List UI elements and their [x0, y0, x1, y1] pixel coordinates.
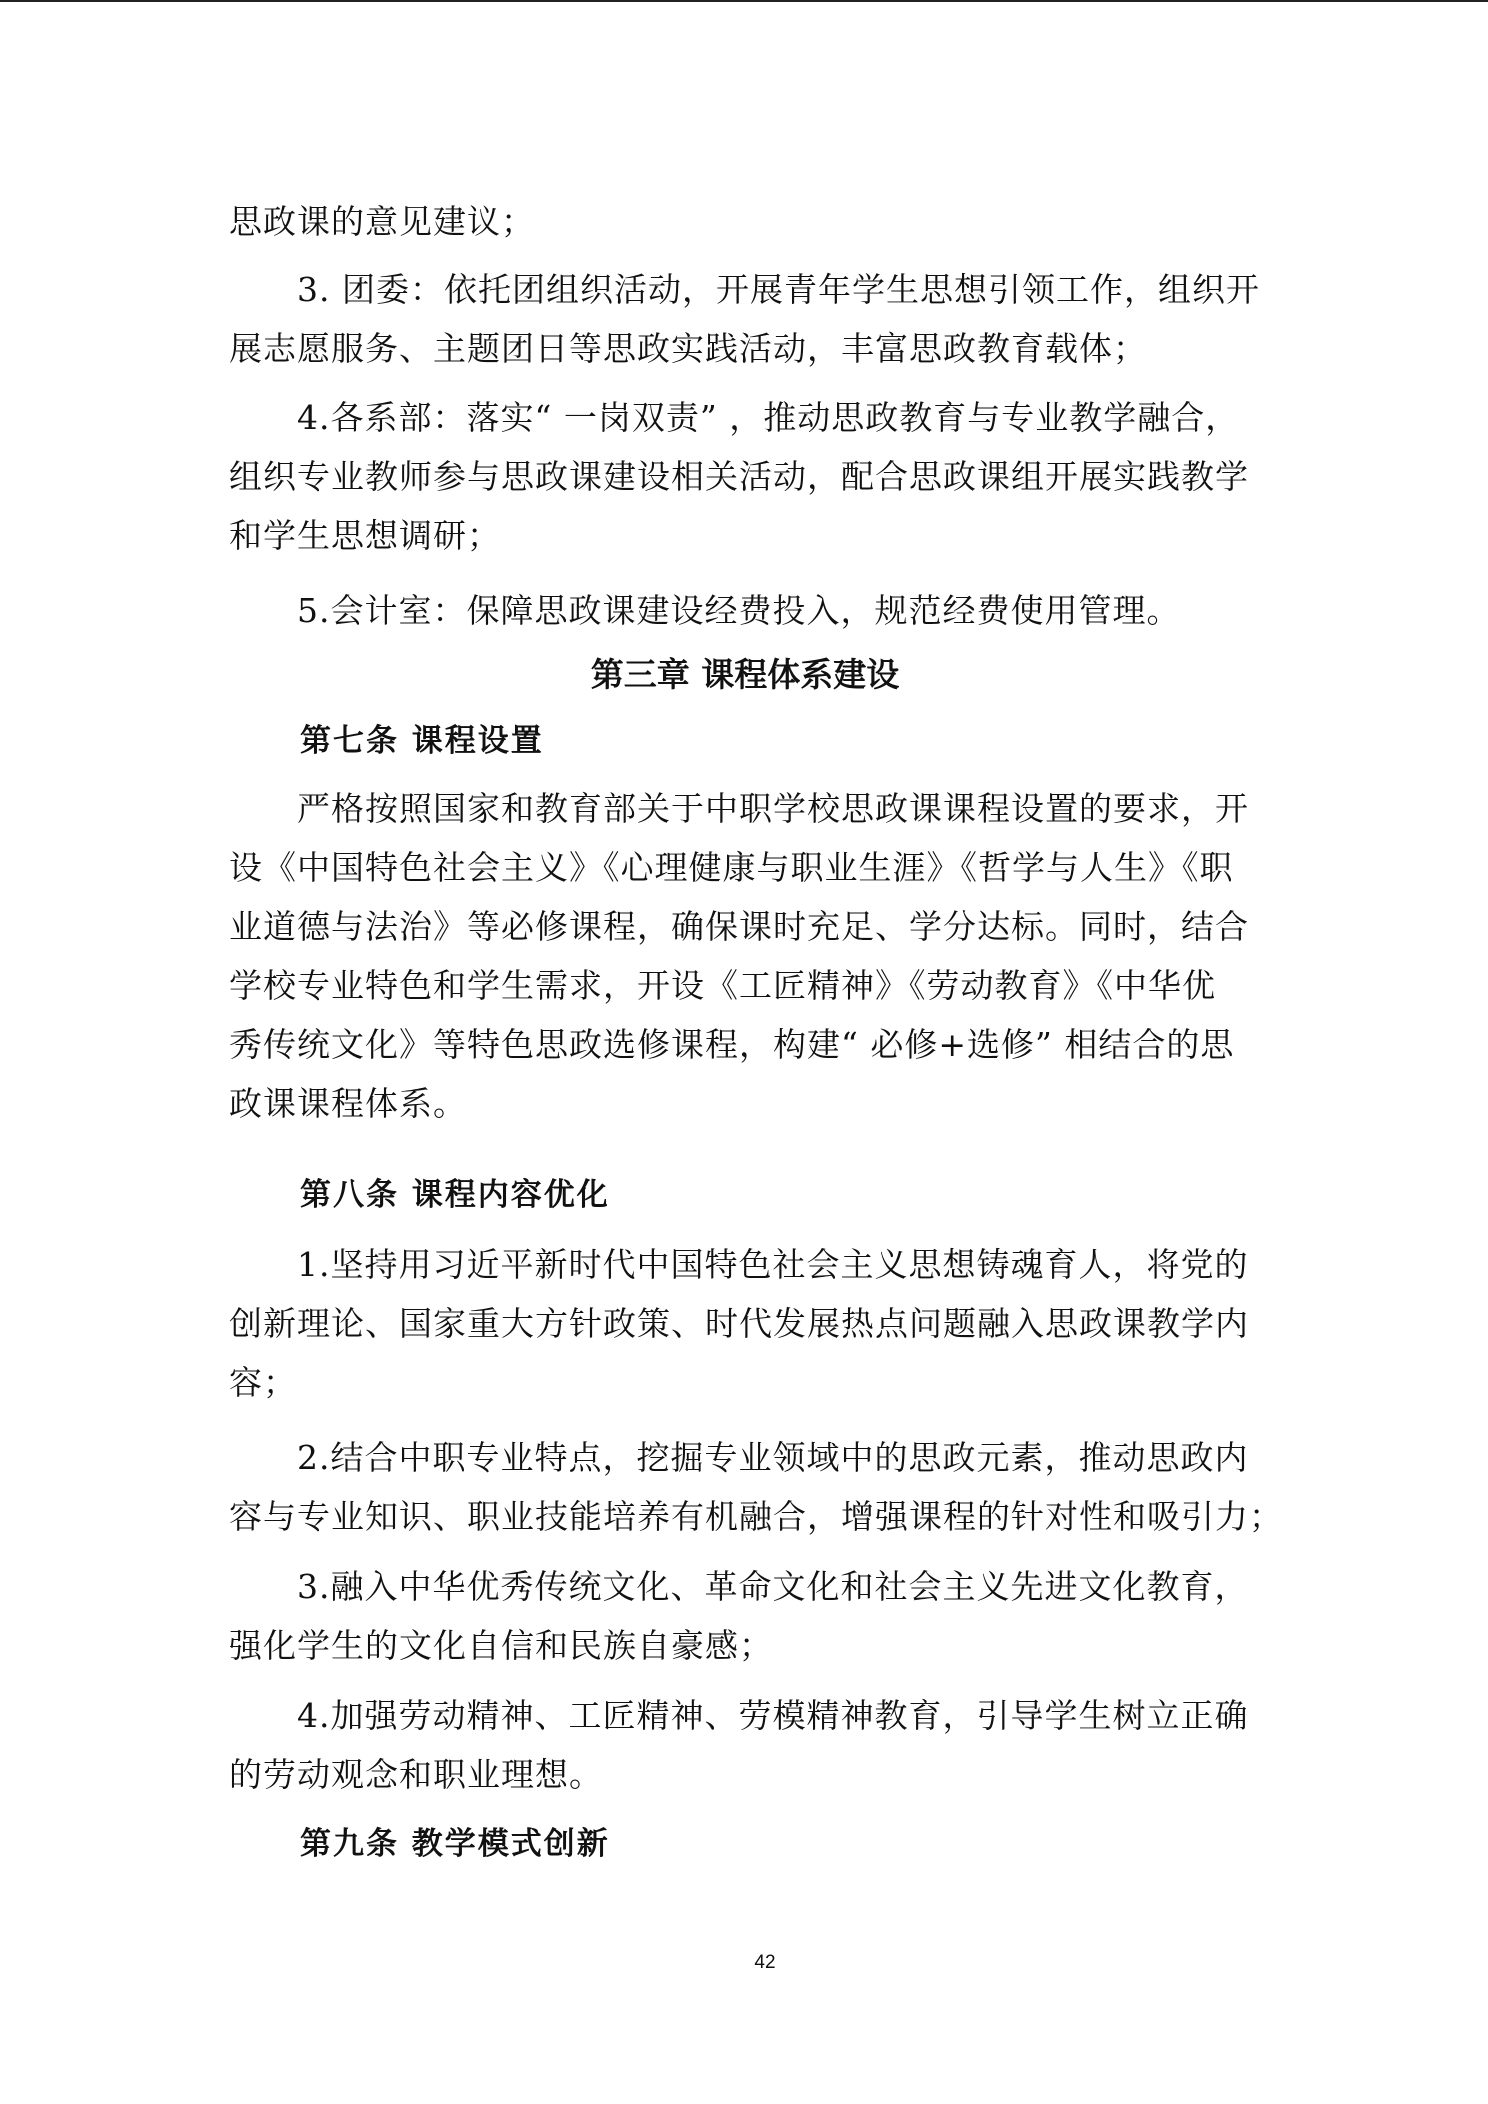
text-line: 设《中国特色社会主义》《心理健康与职业生涯》《哲学与人生》《职: [229, 848, 1234, 887]
text-line: 秀传统文化》等特色思政选修课程，构建“ 必修+选修” 相结合的思: [229, 1025, 1235, 1064]
paragraph-accounting: [229, 581, 1261, 640]
paragraph-youth-league: [229, 260, 1261, 378]
text-line: 政课课程体系。: [229, 1084, 467, 1123]
text-line: 3.融入中华优秀传统文化、革命文化和社会主义先进文化教育，: [297, 1567, 1249, 1606]
page-number: 42: [754, 1952, 776, 1973]
text-line: 的劳动观念和职业理想。: [229, 1755, 603, 1794]
text-line: 2.结合中职专业特点，挖掘专业领域中的思政元素，推动思政内: [297, 1438, 1249, 1477]
text-line: 容；: [229, 1363, 297, 1402]
text-line: 严格按照国家和教育部关于中职学校思政课课程设置的要求，开: [297, 789, 1249, 828]
paragraph-content-item-3: [229, 1557, 1261, 1675]
paragraph-content-item-4: [229, 1686, 1261, 1804]
article-heading-9: 第九条 教学模式创新: [300, 1826, 610, 1862]
text-line: 和学生思想调研；: [229, 516, 501, 555]
text-line: 4.加强劳动精神、工匠精神、劳模精神教育，引导学生树立正确: [297, 1696, 1249, 1735]
text-line: 1.坚持用习近平新时代中国特色社会主义思想铸魂育人，将党的: [297, 1245, 1249, 1284]
text-line: 思政课的意见建议；: [229, 202, 535, 241]
paragraph-content-item-1: [229, 1235, 1261, 1412]
text-line: 创新理论、国家重大方针政策、时代发展热点问题融入思政课教学内: [229, 1304, 1249, 1343]
chapter-heading: 第三章 课程体系建设: [590, 655, 900, 694]
article-heading-8: 第八条 课程内容优化: [300, 1177, 610, 1213]
article-heading-7: 第七条 课程设置: [300, 723, 544, 759]
text-line: 4.各系部：落实“ 一岗双责” ，推动思政教育与专业教学融合，: [297, 398, 1240, 437]
text-line: 展志愿服务、主题团日等思政实践活动，丰富思政教育载体；: [229, 329, 1147, 368]
page-top-border: [0, 0, 1488, 2]
paragraph-course-setting: [229, 779, 1261, 1133]
text-line: 容与专业知识、职业技能培养有机融合，增强课程的针对性和吸引力；: [229, 1497, 1283, 1536]
paragraph-departments: [229, 388, 1261, 565]
text-line: 学校专业特色和学生需求，开设《工匠精神》《劳动教育》《中华优: [229, 966, 1216, 1005]
text-line: 强化学生的文化自信和民族自豪感；: [229, 1626, 773, 1665]
text-line: 业道德与法治》等必修课程，确保课时充足、学分达标。同时，结合: [229, 907, 1249, 946]
paragraph-content-item-2: [229, 1428, 1283, 1546]
paragraph-ideology-suggestions: [229, 192, 1261, 251]
text-line: 组织专业教师参与思政课建设相关活动，配合思政课组开展实践教学: [229, 457, 1249, 496]
text-line: 3. 团委：依托团组织活动，开展青年学生思想引领工作，组织开: [297, 270, 1260, 309]
text-line: 5.会计室：保障思政课建设经费投入，规范经费使用管理。: [297, 591, 1181, 630]
